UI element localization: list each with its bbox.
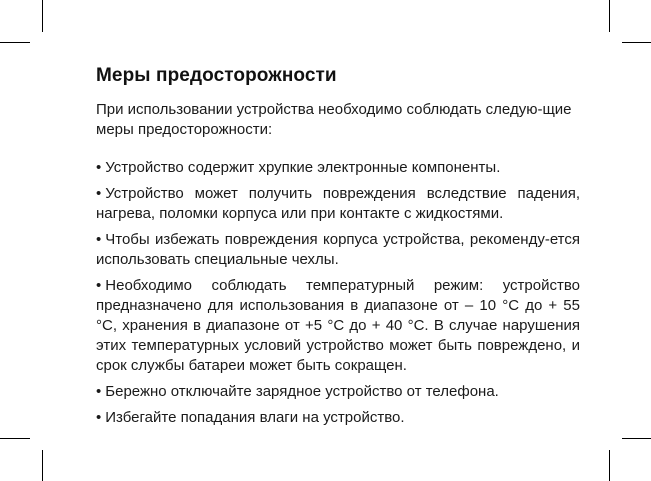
list-item-text: Необходимо соблюдать температурный режим: устройство предназначено для использования в диапазоне от – 10 °С до + 55 °С, хранения в диапазоне от +5 °С до + 40 °С. В случае нарушения этих температурных условий устройство может быть повреждено, и срок службы батареи может быть сокращен. [96,277,580,374]
list-item [96,382,580,402]
intro-paragraph: При использовании устройства необходимо соблюдать следую-щие меры предосторожности: [96,101,572,138]
crop-mark-top-left-horizontal [0,42,30,43]
list-item-text: Избегайте попадания влаги на устройство. [105,409,405,426]
page-content [96,64,580,434]
bullet-icon: • [96,185,102,202]
bullet-icon: • [96,409,102,426]
crop-mark-top-left-vertical [42,0,43,32]
bullet-icon: • [96,277,102,294]
crop-mark-bottom-left-vertical [42,450,43,481]
list-item-text: Устройство может получить повреждения вследствие падения, нагрева, поломки корпуса или при контакте с жидкостями. [96,185,580,222]
list-item-text: Бережно отключайте зарядное устройство от телефона. [105,383,499,400]
crop-mark-bottom-right-horizontal [622,438,651,439]
list-item-text: Чтобы избежать повреждения корпуса устройства, рекоменду-ется использовать специальные чехлы. [96,231,580,268]
list-item-text: Устройство содержит хрупкие электронные компоненты. [105,159,501,176]
list-item [96,230,580,270]
page-title: Меры предосторожности [96,65,337,86]
crop-mark-bottom-right-vertical [609,450,610,481]
bullet-icon: • [96,231,102,248]
crop-mark-bottom-left-horizontal [0,438,30,439]
precautions-list [96,158,580,428]
list-item [96,184,580,224]
crop-mark-top-right-horizontal [622,42,651,43]
list-item [96,408,580,428]
bullet-icon: • [96,383,102,400]
list-item [96,158,580,178]
crop-mark-top-right-vertical [609,0,610,32]
list-item [96,276,580,376]
bullet-icon: • [96,159,102,176]
